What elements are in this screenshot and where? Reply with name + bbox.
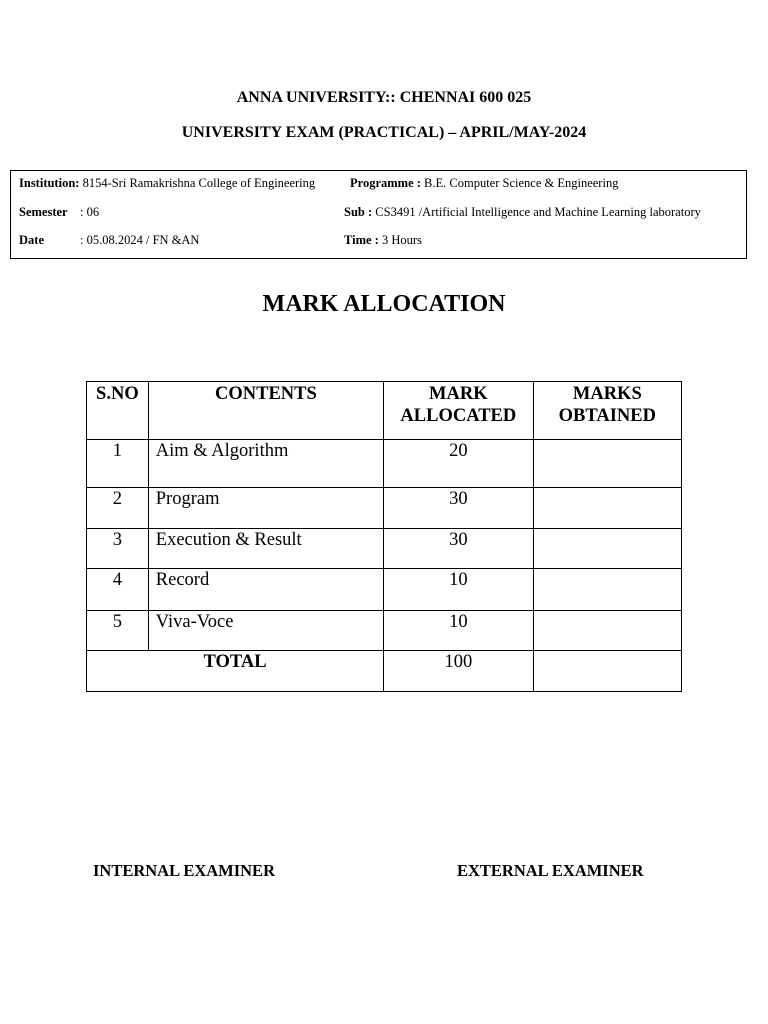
header-marks-obtained: MARKS OBTAINED	[533, 382, 681, 440]
time-label: Time :	[344, 233, 379, 247]
subject-label: Sub :	[344, 205, 373, 219]
row-marks-obtained[interactable]	[533, 529, 681, 569]
programme-field	[350, 176, 618, 191]
subject-field	[344, 205, 701, 220]
row-sno: 2	[87, 488, 149, 529]
row-mark-allocated: 20	[384, 440, 534, 488]
subject-value: CS3491 /Artificial Intelligence and Machine Learning laboratory	[372, 205, 701, 219]
row-sno: 1	[87, 440, 149, 488]
header-contents: CONTENTS	[148, 382, 383, 440]
row-content: Aim & Algorithm	[148, 440, 383, 488]
time-field	[344, 233, 422, 248]
total-label: TOTAL	[87, 651, 384, 692]
internal-examiner-signature: INTERNAL EXAMINER	[93, 861, 275, 880]
time-value: 3 Hours	[378, 233, 422, 247]
date-value: : 05.08.2024 / FN &AN	[80, 233, 200, 247]
semester-label: Semester	[19, 205, 68, 219]
table-header-row	[87, 382, 682, 440]
row-sno: 5	[87, 611, 149, 651]
table-total-row	[87, 651, 682, 692]
row-mark-allocated: 10	[384, 569, 534, 611]
programme-value: B.E. Computer Science & Engineering	[420, 176, 619, 190]
row-content: Record	[148, 569, 383, 611]
table-row	[87, 529, 682, 569]
row-sno: 3	[87, 529, 149, 569]
mark-allocation-table	[86, 381, 682, 692]
institution-value: 8154-Sri Ramakrishna College of Engineering	[79, 176, 316, 190]
table-row	[87, 440, 682, 488]
programme-label: Programme :	[350, 176, 421, 190]
exam-title: UNIVERSITY EXAM (PRACTICAL) – APRIL/MAY-2024	[181, 124, 587, 141]
institution-field	[19, 176, 315, 191]
exam-info-box	[10, 170, 747, 259]
header-mark-allocated: MARK ALLOCATED	[384, 382, 534, 440]
row-mark-allocated: 30	[384, 488, 534, 529]
row-content: Viva-Voce	[148, 611, 383, 651]
university-title: ANNA UNIVERSITY:: CHENNAI 600 025	[236, 89, 532, 106]
header-sno: S.NO	[87, 382, 149, 440]
row-marks-obtained[interactable]	[533, 611, 681, 651]
total-mark-allocated: 100	[384, 651, 534, 692]
date-label: Date	[19, 233, 44, 247]
table-row	[87, 569, 682, 611]
row-content: Program	[148, 488, 383, 529]
total-marks-obtained[interactable]	[533, 651, 681, 692]
row-marks-obtained[interactable]	[533, 569, 681, 611]
row-marks-obtained[interactable]	[533, 488, 681, 529]
table-row	[87, 488, 682, 529]
institution-label: Institution:	[19, 176, 80, 190]
table-row	[87, 611, 682, 651]
row-mark-allocated: 30	[384, 529, 534, 569]
row-mark-allocated: 10	[384, 611, 534, 651]
semester-value: : 06	[80, 205, 100, 219]
row-marks-obtained[interactable]	[533, 440, 681, 488]
external-examiner-signature: EXTERNAL EXAMINER	[457, 861, 644, 880]
row-sno: 4	[87, 569, 149, 611]
row-content: Execution & Result	[148, 529, 383, 569]
page-title: MARK ALLOCATION	[262, 291, 506, 317]
